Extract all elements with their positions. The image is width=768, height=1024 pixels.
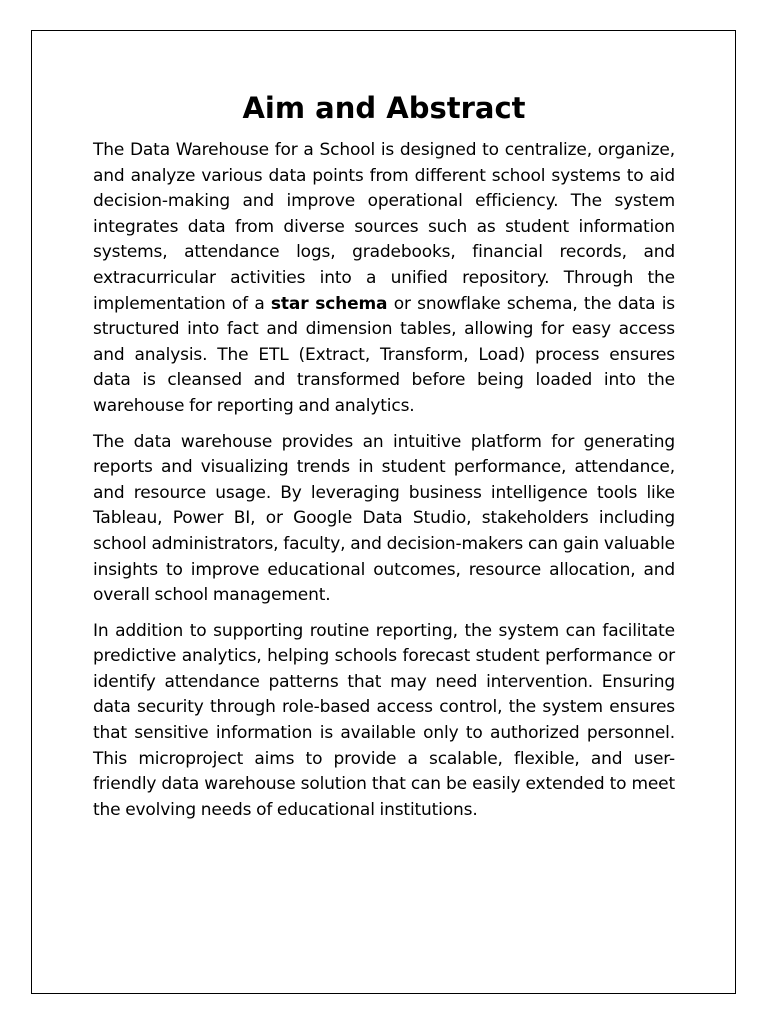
star-schema-emphasis: star schema: [270, 293, 388, 314]
paragraph-1-text-end: or snowflake schema, the data is structured into fact and dimension tables, allowing for easy access and analysis. The ETL (Extract, Transform, Load) process ensures data is cleansed and transformed before being loaded into the warehouse for reporting and analytics.: [93, 293, 675, 416]
abstract-paragraph-1: [93, 138, 675, 420]
abstract-paragraph-3: In addition to supporting routine reporting, the system can facilitate predictive analytics, helping schools forecast student performance or identify attendance patterns that may need intervention. Ensuring data security through role-based access control, the system ensures that sensitive information is available only to authorized personnel. This microproject aims to provide a scalable, flexible, and user-friendly data warehouse solution that can be easily extended to meet the evolving needs of educational institutions.: [93, 620, 675, 820]
paragraph-1-text-start: The Data Warehouse for a School is designed to centralize, organize, and analyze various data points from different school systems to aid decision-making and improve operational efficiency. The system integrates data from diverse sources such as student information systems, attendance logs, gradebooks, financial records, and extracurricular activities into a unified repository. Through the implementation of a: [93, 140, 675, 314]
document-title: Aim and Abstract: [242, 91, 526, 125]
abstract-paragraph-2: The data warehouse provides an intuitive platform for generating reports and visualizing trends in student performance, attendance, and resource usage. By leveraging business intelligence tools like Tableau, Power BI, or Google Data Studio, stakeholders including school administrators, faculty, and decision-makers can gain valuable insights to improve educational outcomes, resource allocation, and overall school management.: [93, 431, 675, 606]
document-content: [93, 88, 675, 833]
